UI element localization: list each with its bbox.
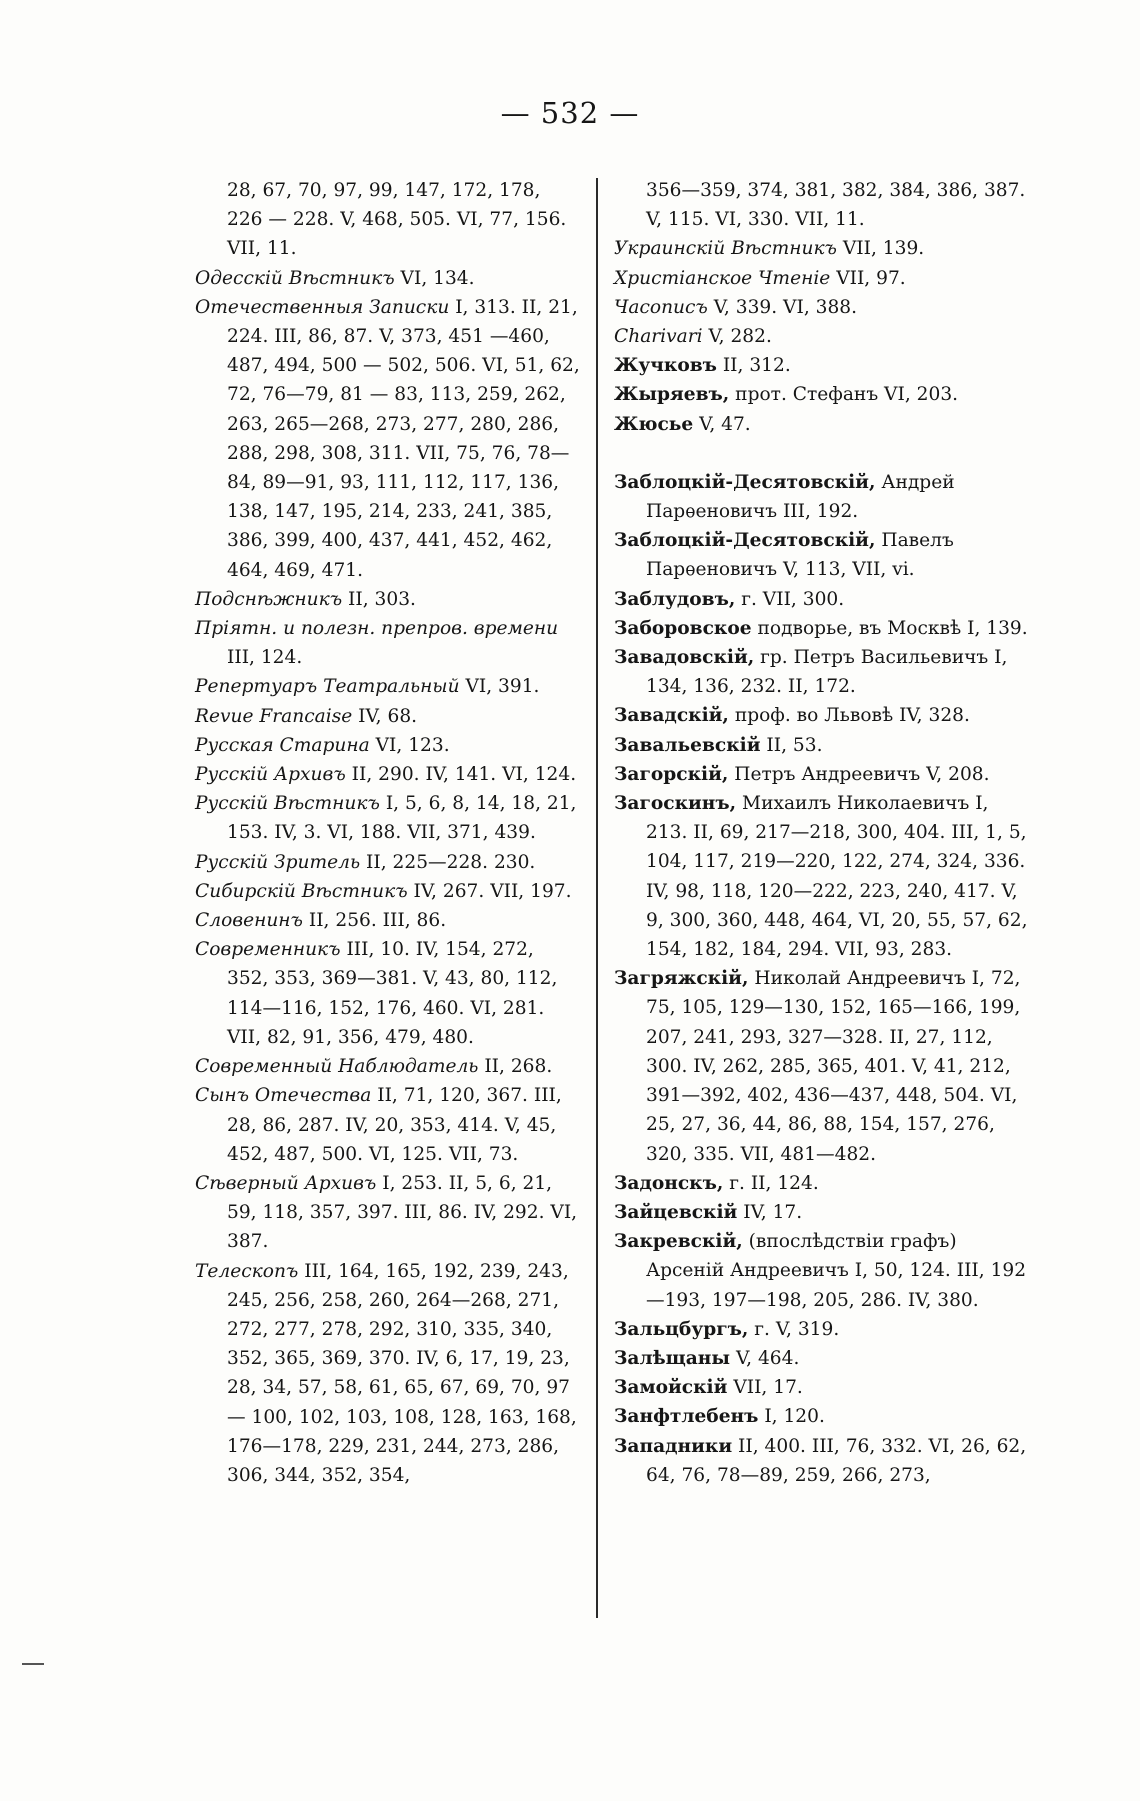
entry-references: V, 47. [693, 413, 751, 435]
entry-heading: Занфтлебенъ [614, 1406, 759, 1428]
index-entry [195, 760, 580, 789]
index-entry [195, 293, 580, 585]
entry-references: VI, 123. [369, 734, 450, 756]
entry-heading: Загорскій, [614, 763, 729, 785]
index-entry [195, 1081, 580, 1169]
index-entry [614, 760, 1034, 789]
entry-heading: Заблоцкій-Десятовскій, [614, 471, 876, 493]
index-entry [614, 731, 1034, 760]
entry-heading: Заблоцкій-Десятовскій, [614, 530, 876, 552]
entry-heading: Христіанское Чтеніе [614, 267, 831, 289]
entry-references: подворье, въ Москвѣ I, 139. [751, 617, 1028, 639]
entry-references: II, 312. [716, 355, 791, 377]
entry-heading: Завадовскій, [614, 647, 755, 669]
index-entry [614, 614, 1034, 643]
index-entry [614, 964, 1034, 1168]
entry-heading: Жюсье [614, 413, 694, 435]
entry-references: (впослѣдствіи графъ) Арсеній Андреевичъ I, 50, 124. III, 192—193, 197—198, 205, 286. IV, 380. [646, 1231, 1027, 1311]
index-entry [614, 380, 1034, 409]
entry-references: II, 400. III, 76, 332. VI, 26, 62, 64, 76, 78—89, 259, 266, 273, [646, 1435, 1027, 1486]
entry-heading: Жыряевъ, [614, 384, 730, 406]
index-entry [195, 877, 580, 906]
entry-heading: Часописъ [614, 296, 708, 318]
entry-references: II, 256. III, 86. [302, 910, 447, 932]
entry-references: г. V, 319. [748, 1318, 840, 1340]
index-entry [195, 789, 580, 847]
index-entry [614, 322, 1034, 351]
index-entry [614, 1432, 1034, 1490]
entry-heading: Зальцбургъ, [614, 1318, 749, 1340]
entry-references: Николай Андреевичъ I, 72, 75, 105, 129—130, 152, 165—166, 199, 207, 241, 293, 327—328. II, 27, 112, 300. IV, 262, 285, 365, 401. V, 41, 212, 391—392, 402, 436—437, 448, 504. VI, 25, 27, 36, 44, 86, 88, 154, 157, 276, 320, 335. VII, 481—482. [646, 968, 1021, 1165]
index-entry [195, 1257, 580, 1491]
entry-references: Павелъ Парѳеновичъ V, 113, VII, vi. [646, 530, 954, 581]
column-divider [596, 178, 598, 1618]
index-entry [195, 906, 580, 935]
entry-references: II, 53. [760, 734, 823, 756]
entry-references: Андрей Парѳеновичъ III, 192. [646, 471, 955, 523]
entry-references: г. II, 124. [723, 1172, 819, 1194]
index-entry [195, 672, 580, 701]
entry-heading: Заблудовъ, [614, 588, 736, 610]
entry-heading: Завальевскій [614, 734, 761, 756]
index-entry [614, 468, 1034, 526]
entry-heading: Репертуаръ Театральный [195, 676, 460, 698]
entry-heading: Подснѣжникъ [195, 588, 343, 610]
entry-references: VII, 97. [830, 267, 906, 289]
index-entry [195, 935, 580, 1052]
entry-heading: Русскій Вѣстникъ [195, 793, 380, 815]
entry-references: III, 164, 165, 192, 239, 243, 245, 256, 258, 260, 264—268, 271, 272, 277, 278, 292, 310, 335, 340, 352, 365, 369, 370. IV, 6, 17, 19, 23, 28, 34, 57, 58, 61, 65, 67, 69, 70, 97 — 100, 102, 103, 108, 128, 163, 168, 176—178, 229, 231, 244, 273, 286, 306, 344, 352, 354, [227, 1260, 577, 1486]
entry-heading: Замойскій [614, 1377, 728, 1399]
index-entry [614, 1198, 1034, 1227]
right-column [614, 176, 1034, 1490]
entry-references: V, 464. [730, 1347, 800, 1369]
index-entry [195, 1052, 580, 1081]
entry-references: I, 253. II, 5, 6, 21, 59, 118, 357, 397. III, 86. IV, 292. VI, 387. [227, 1172, 578, 1253]
entry-references: г. VII, 300. [735, 588, 845, 610]
entry-heading: Западники [614, 1435, 733, 1457]
index-entry [614, 1169, 1034, 1198]
index-entry [614, 264, 1034, 293]
index-entry [195, 176, 580, 264]
index-entry [614, 1344, 1034, 1373]
entry-heading: Загоскинъ, [614, 793, 737, 815]
entry-heading: Заборовское [614, 617, 752, 639]
entry-heading: Залѣщаны [614, 1347, 731, 1369]
index-entry [614, 789, 1034, 964]
entry-references: V, 282. [702, 326, 772, 348]
entry-heading: Завадскій, [614, 705, 729, 727]
entry-references: VI, 391. [459, 676, 540, 698]
entry-references: III, 10. IV, 154, 272, 352, 353, 369—381. V, 43, 80, 112, 114—116, 152, 176, 460. VI, 281. VII, 82, 91, 356, 479, 480. [227, 939, 558, 1048]
index-entry [195, 264, 580, 293]
index-entry [614, 293, 1034, 322]
entry-references: II, 290. IV, 141. VI, 124. [345, 764, 577, 786]
index-entry [614, 1227, 1034, 1315]
index-entry [195, 848, 580, 877]
entry-references: II, 225—228. 230. [360, 851, 536, 873]
index-entry [614, 351, 1034, 380]
entry-references: VII, 139. [836, 238, 925, 260]
entry-heading: Charivari [614, 326, 703, 348]
entry-heading: Украинскій Вѣстникъ [614, 238, 837, 260]
index-entry [195, 585, 580, 614]
page-number: — 532 — [500, 96, 640, 130]
index-entry [614, 410, 1034, 439]
entry-references: прот. Стефанъ VI, 203. [729, 384, 959, 406]
left-column [195, 176, 580, 1490]
entry-heading: Телескопъ [195, 1260, 299, 1282]
entry-references: Петръ Андреевичъ V, 208. [728, 763, 990, 785]
index-entry [195, 614, 580, 672]
index-entry [614, 526, 1034, 584]
entry-references: Михаилъ Николаевичъ I, 213. II, 69, 217—218, 300, 404. III, 1, 5, 104, 117, 219—220, 122, 274, 324, 336. IV, 98, 118, 120—222, 223, 240, 417. V, 9, 300, 360, 448, 464, VI, 20, 55, 57, 62, 154, 182, 184, 294. VII, 93, 283. [646, 793, 1028, 961]
entry-heading: Пріятн. и полезн. препров. времени [195, 618, 559, 640]
entry-heading: Сибирскій Вѣстникъ [195, 880, 408, 902]
entry-heading: Зайцевскій [614, 1201, 738, 1223]
index-entry [614, 643, 1034, 701]
entry-references: проф. во Львовѣ IV, 328. [728, 705, 970, 727]
entry-references: I, 120. [758, 1406, 825, 1428]
entry-heading: Русская Старина [195, 734, 370, 756]
index-entry [614, 176, 1034, 234]
entry-references: IV, 17. [737, 1201, 803, 1223]
entry-heading: Revue Francaise [195, 705, 353, 727]
index-entry [614, 585, 1034, 614]
index-entry [195, 731, 580, 760]
entry-heading: Загряжскій, [614, 968, 749, 990]
entry-heading: Отечественныя Записки [195, 296, 450, 318]
entry-heading: Сѣверный Архивъ [195, 1172, 377, 1194]
entry-heading: Закревскій, [614, 1231, 743, 1253]
index-entry [614, 234, 1034, 263]
entry-heading: Русскій Зритель [195, 851, 361, 873]
index-entry [195, 702, 580, 731]
entry-heading: Современный Наблюдатель [195, 1056, 479, 1078]
entry-references: II, 268. [478, 1056, 553, 1078]
entry-references: 28, 67, 70, 97, 99, 147, 172, 178, 226 — 228. V, 468, 505. VI, 77, 156. VII, 11. [227, 180, 567, 260]
entry-references: гр. Петръ Васильевичъ I, 134, 136, 232. II, 172. [646, 647, 1008, 698]
index-entry [614, 1373, 1034, 1402]
margin-mark [22, 1663, 44, 1665]
entry-heading: Словенинъ [195, 910, 303, 932]
entry-heading: Современникъ [195, 939, 341, 961]
entry-references: I, 5, 6, 8, 14, 18, 21, 153. IV, 3. VI, 188. VII, 371, 439. [227, 793, 577, 844]
entry-references: V, 339. VI, 388. [707, 296, 858, 318]
index-entry [614, 1315, 1034, 1344]
entry-heading: Задонскъ, [614, 1172, 724, 1194]
entry-references: IV, 267. VII, 197. [407, 880, 572, 902]
entry-references: IV, 68. [352, 705, 418, 727]
entry-heading: Одесскій Вѣстникъ [195, 267, 395, 289]
entry-references: VII, 17. [727, 1377, 803, 1399]
entry-heading: Жучковъ [614, 355, 717, 377]
entry-references: III, 124. [227, 647, 303, 669]
index-entry [614, 701, 1034, 730]
index-entry [614, 1402, 1034, 1431]
entry-references: II, 71, 120, 367. III, 28, 86, 287. IV, 20, 353, 414. V, 45, 452, 487, 500. VI, 125. VII, 73. [227, 1085, 562, 1165]
entry-references: 356—359, 374, 381, 382, 384, 386, 387. V, 115. VI, 330. VII, 11. [646, 180, 1026, 231]
entry-references: VI, 134. [394, 267, 475, 289]
entry-heading: Русскій Архивъ [195, 764, 346, 786]
entry-references: I, 313. II, 21, 224. III, 86, 87. V, 373, 451 —460, 487, 494, 500 — 502, 506. VI, 51, 62, 72, 76—79, 81 — 83, 113, 259, 262, 263, 265—268, 273, 277, 280, 286, 288, 298, 308, 311. VII, 75, 76, 78—84, 89—91, 93, 111, 112, 117, 136, 138, 147, 195, 214, 233, 241, 385, 386, 399, 400, 437, 441, 452, 462, 464, 469, 471. [227, 296, 580, 581]
entry-references: II, 303. [342, 588, 416, 610]
index-entry [195, 1169, 580, 1257]
entry-heading: Сынъ Отечества [195, 1085, 372, 1107]
